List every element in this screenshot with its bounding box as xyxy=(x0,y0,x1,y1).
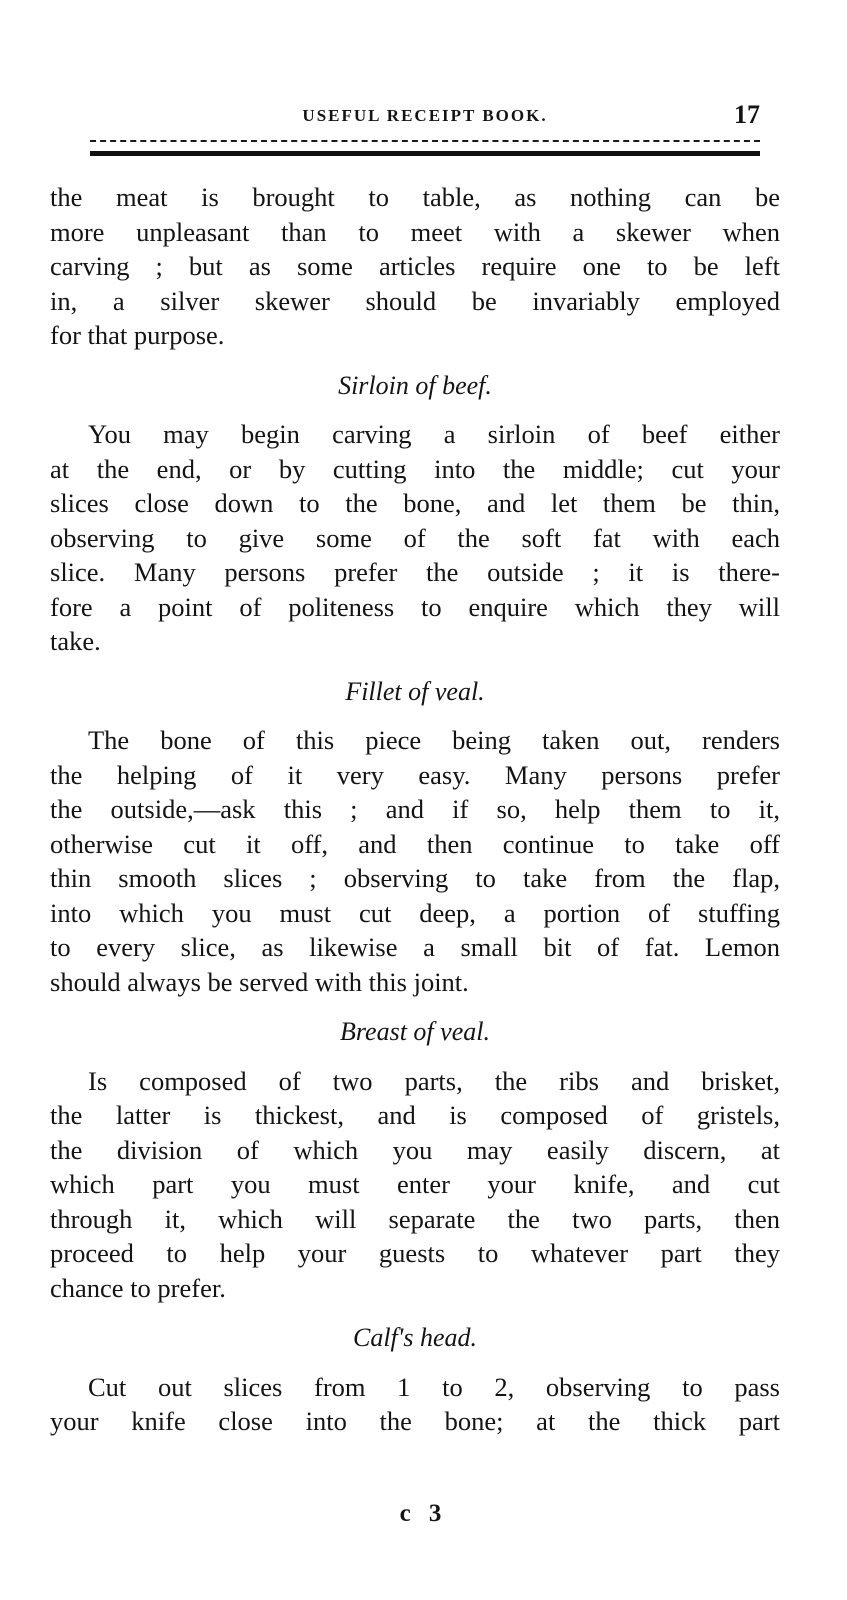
running-head xyxy=(90,100,760,134)
text-line: the meat is brought to table, as nothing can be xyxy=(50,182,780,212)
section-heading-sirloin: Sirloin of beef. xyxy=(338,370,492,400)
text-line: slices close down to the bone, and let them be thin, xyxy=(50,488,780,518)
text-line: You may begin carving a sirloin of beef either xyxy=(88,419,780,449)
text-line: through it, which will separate the two parts, then xyxy=(50,1203,780,1234)
paragraph-continuation xyxy=(50,180,780,353)
page-body xyxy=(50,180,780,1439)
signature-mark: c 3 xyxy=(399,1500,448,1527)
section-heading-calfs-head: Calf's head. xyxy=(352,1323,477,1352)
text-line: for that purpose. xyxy=(50,320,225,350)
text-line: take. xyxy=(50,626,101,656)
text-line: The bone of this piece being taken out, renders xyxy=(88,725,780,755)
text-line: chance to prefer. xyxy=(50,1272,226,1303)
text-line: carving ; but as some articles require one to be left xyxy=(50,251,780,281)
text-line: your knife close into the bone; at the thick part xyxy=(50,1406,780,1436)
text-line: at the end, or by cutting into the middle; cut your xyxy=(50,453,780,484)
text-line: Is composed of two parts, the ribs and brisket, xyxy=(88,1065,780,1096)
text-line: which part you must enter your knife, and cut xyxy=(50,1169,780,1199)
section-heading-breast: Breast of veal. xyxy=(340,1017,490,1046)
text-line: thin smooth slices ; observing to take from the flap, xyxy=(50,863,780,893)
paragraph-fillet xyxy=(50,723,780,999)
text-line: the division of which you may easily discern, at xyxy=(50,1134,780,1165)
text-line: Cut out slices from 1 to 2, observing to pass xyxy=(88,1371,780,1402)
text-line: the helping of it very easy. Many persons prefer xyxy=(50,759,780,790)
text-line: into which you must cut deep, a portion of stuffing xyxy=(50,897,780,928)
text-line: fore a point of politeness to enquire which they will xyxy=(50,591,780,622)
paragraph-breast xyxy=(50,1064,780,1306)
text-line: otherwise cut it off, and then continue to take off xyxy=(50,828,780,859)
text-line: the latter is thickest, and is composed of gristels, xyxy=(50,1100,780,1130)
running-title: USEFUL RECEIPT BOOK. xyxy=(302,106,548,125)
header-rule-dashed xyxy=(90,140,760,142)
text-line: to every slice, as likewise a small bit of fat. Lemon xyxy=(50,932,780,962)
paragraph-sirloin xyxy=(50,417,780,659)
header-rule-thick xyxy=(90,151,760,156)
text-line: should always be served with this joint. xyxy=(50,966,469,997)
page-number: 17 xyxy=(734,100,760,129)
text-line: in, a silver skewer should be invariably employed xyxy=(50,285,780,316)
text-line: observing to give some of the soft fat with each xyxy=(50,522,780,553)
text-line: slice. Many persons prefer the outside ; it is there- xyxy=(50,557,780,587)
section-heading-fillet: Fillet of veal. xyxy=(345,676,485,706)
paragraph-calfs-head xyxy=(50,1370,780,1439)
text-line: the outside,—ask this ; and if so, help them to it, xyxy=(50,794,780,824)
text-line: proceed to help your guests to whatever part they xyxy=(50,1238,780,1268)
text-line: more unpleasant than to meet with a skewer when xyxy=(50,216,780,247)
